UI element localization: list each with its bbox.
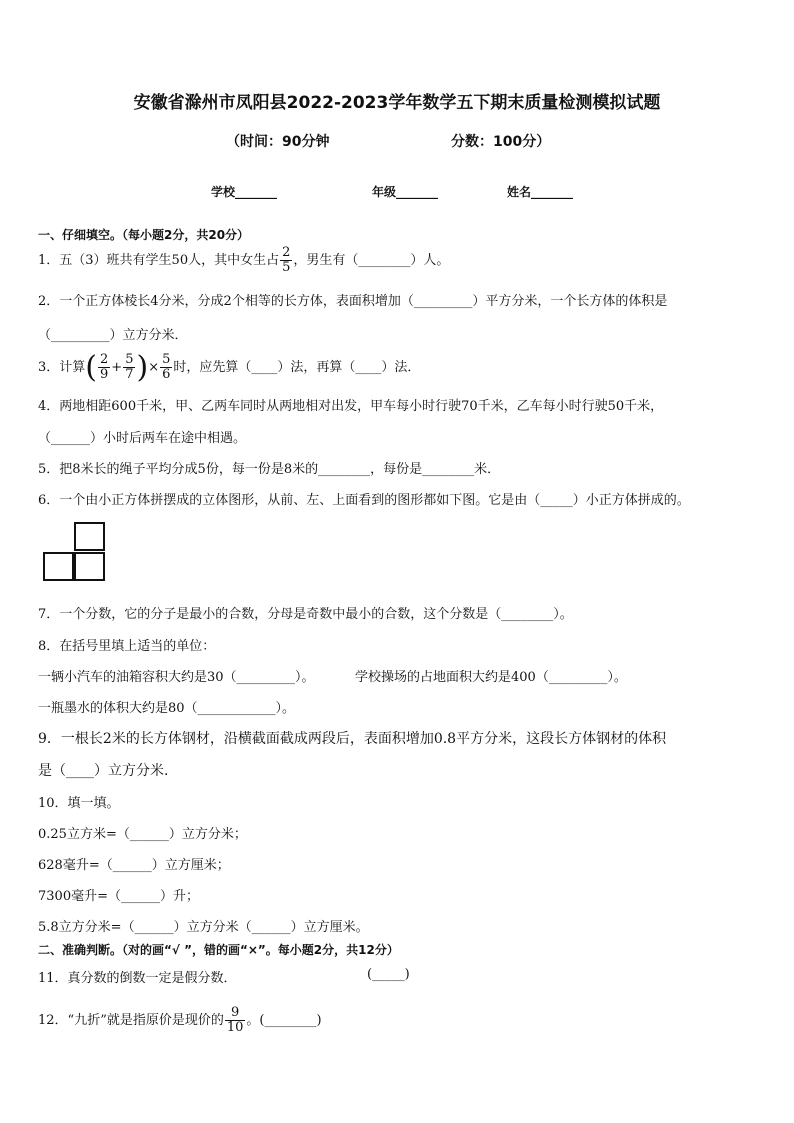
q3-text-a: 3．计算 <box>38 360 86 375</box>
q3-num-3: 5 <box>162 352 171 367</box>
left-paren: ( <box>85 350 97 385</box>
question-8-line-2a: 一辆小汽车的油箱容积大约是30（_________）。 <box>38 670 315 685</box>
question-10-line-2: 0.25立方米=（______）立方分米； <box>38 827 247 842</box>
question-8-line-1: 8．在括号里填上适当的单位： <box>38 639 216 654</box>
q1-text-b: ，男生有（________）人。 <box>293 253 450 268</box>
cube-bottom-left <box>43 552 74 581</box>
q1-text-a: 1．五（3）班共有学生50人，其中女生占 <box>38 253 280 268</box>
right-paren: ) <box>136 350 149 385</box>
q3-fraction-3 <box>160 353 172 382</box>
q12-text-a: 12．“九折”就是指原价是现价的 <box>38 1013 224 1028</box>
school-field: 学校_______ <box>211 185 278 199</box>
exam-score: 分数：100分） <box>451 134 551 150</box>
question-4-line-1: 4．两地相距600千米，甲、乙两车同时从两地相对出发，甲车每小时行驶70千米，乙车每小时行驶50千米， <box>38 399 664 414</box>
q12-text-b: 。(________) <box>246 1013 322 1028</box>
q3-fraction-2 <box>123 353 135 382</box>
question-10-line-4: 7300毫升=（______）升； <box>38 889 199 904</box>
question-10-line-5: 5.8立方分米=（______）立方分米（______）立方厘米。 <box>38 920 369 935</box>
q12-denominator: 10 <box>226 1020 244 1035</box>
cube-bottom-right <box>74 552 105 581</box>
grade-field: 年级_______ <box>372 185 439 199</box>
question-7: 7．一个分数，它的分子是最小的合数，分母是奇数中最小的合数，这个分数是（________）。 <box>38 607 573 622</box>
q3-den-2: 7 <box>125 367 134 382</box>
exam-time: （时间：90分钟 <box>226 134 330 150</box>
name-field: 姓名_______ <box>507 185 574 199</box>
question-12 <box>38 1006 322 1035</box>
question-2-line-1: 2．一个正方体棱长4分米，分成2个相等的长方体，表面积增加（_________）平方分米，一个长方体的体积是 <box>38 294 668 309</box>
q3-num-1: 2 <box>100 352 109 367</box>
question-8-line-2b: 学校操场的占地面积大约是400（_________）。 <box>355 670 627 685</box>
question-9-line-2: 是（____）立方分米. <box>38 763 169 779</box>
question-5: 5．把8米长的绳子平均分成5份，每一份是8米的________，每份是________米． <box>38 462 501 477</box>
question-2-line-2: （_________）立方分米． <box>38 328 188 343</box>
question-10-line-1: 10．填一填。 <box>38 796 120 811</box>
section-1-heading: 一、仔细填空。（每小题2分，共20分） <box>38 228 250 242</box>
q1-numerator: 2 <box>282 245 291 260</box>
q12-numerator: 9 <box>225 1006 246 1021</box>
question-6: 6．一个由小正方体拼摆成的立体图形，从前、左、上面看到的图形都如下图。它是由（_____）小正方体拼成的。 <box>38 493 690 508</box>
q3-fraction-1 <box>98 353 110 382</box>
q12-fraction <box>225 1006 246 1035</box>
question-3 <box>38 350 420 385</box>
question-1 <box>38 246 449 275</box>
times-sign: × <box>148 360 160 375</box>
q3-num-2: 5 <box>125 352 134 367</box>
q1-denominator: 5 <box>282 260 291 275</box>
question-4-line-2: （______）小时后两车在途中相遇。 <box>38 431 247 446</box>
q3-den-1: 9 <box>100 367 109 382</box>
section-2-heading: 二、准确判断。（对的画“√ ”，错的画“×”。每小题2分，共12分） <box>38 943 399 957</box>
plus-sign: + <box>111 360 123 375</box>
q3-text-b: 时，应先算（____）法，再算（____）法． <box>173 360 421 375</box>
question-11-text: 11．真分数的倒数一定是假分数． <box>38 971 237 986</box>
cube-top <box>74 522 105 551</box>
question-10-line-3: 628毫升=（______）立方厘米； <box>38 858 230 873</box>
question-8-line-3: 一瓶墨水的体积大约是80（____________）。 <box>38 701 296 716</box>
q1-fraction <box>280 246 292 275</box>
question-9-line-1: 9．一根长2米的长方体钢材，沿横截面截成两段后，表面积增加0.8平方分米，这段长方体钢材的体积 <box>38 731 667 747</box>
question-11-blank: (_____) <box>367 967 410 982</box>
page-title: 安徽省滁州市凤阳县2022-2023学年数学五下期末质量检测模拟试题 <box>133 93 661 113</box>
q3-den-3: 6 <box>162 367 171 382</box>
